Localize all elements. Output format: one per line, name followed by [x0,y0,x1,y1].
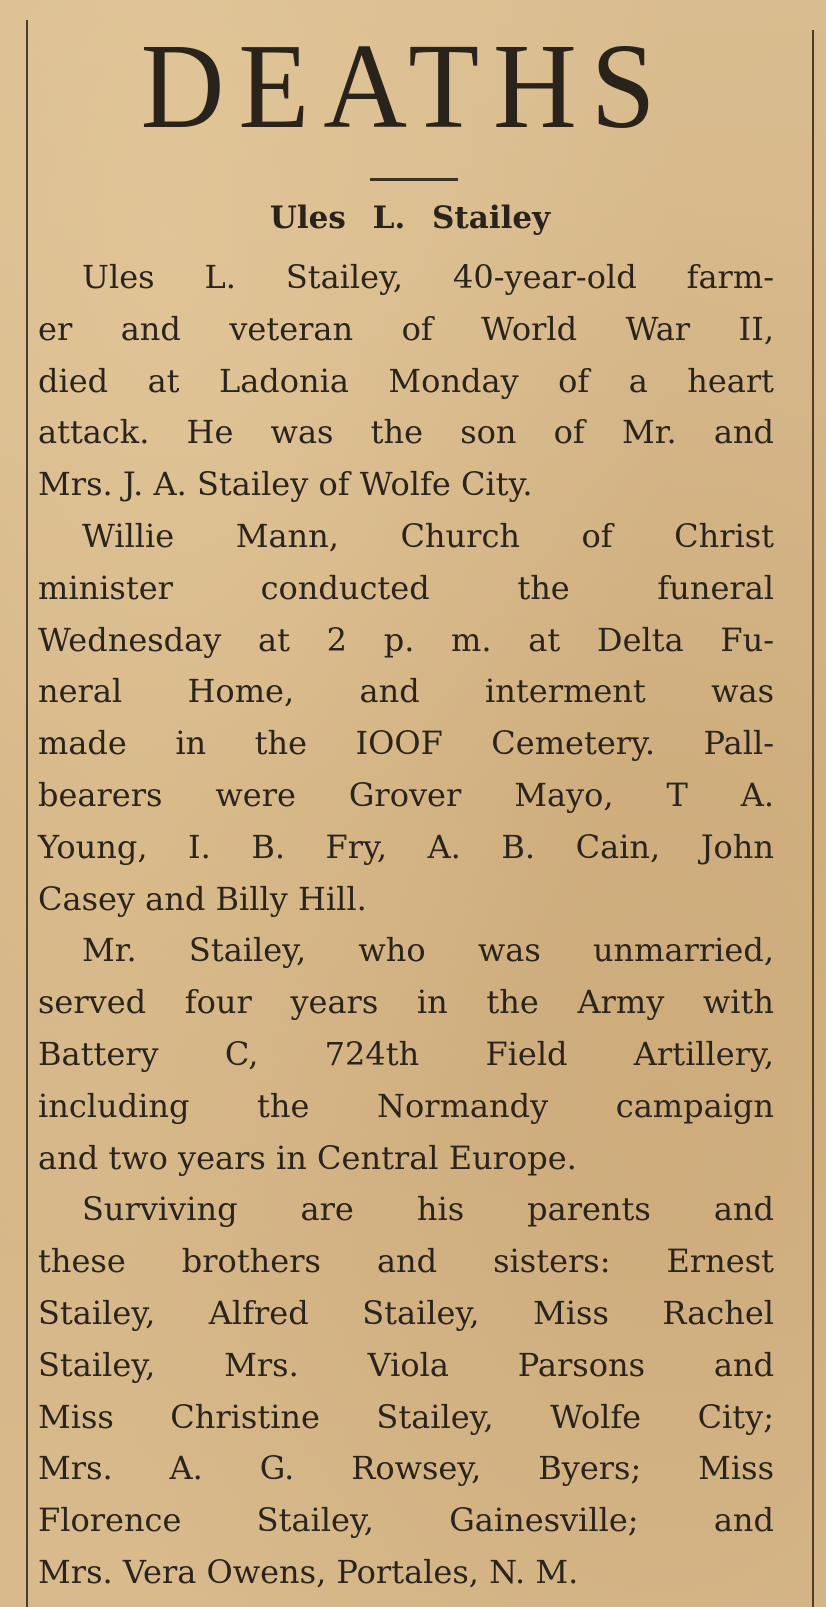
text-line: attack. He was the son of Mr. and [38,413,774,452]
text-line: Miss Christine Stailey, Wolfe City; [38,1397,774,1436]
text-line: minister conducted the funeral [38,568,774,607]
text-line: made in the IOOF Cemetery. Pall- [38,724,774,763]
text-line: Battery C, 724th Field Artillery, [38,1034,774,1073]
text-line: Stailey, Alfred Stailey, Miss Rachel [38,1293,774,1332]
text-line: neral Home, and interment was [38,672,774,711]
text-line: Wednesday at 2 p. m. at Delta Fu- [38,620,774,659]
column-rule-right [812,30,814,1607]
section-heading: DEATHS [140,19,670,155]
column-rule-left [26,20,28,1607]
text-line: including the Normandy campaign [38,1086,774,1125]
text-line: died at Ladonia Monday of a heart [38,361,774,400]
heading-divider [370,178,458,181]
text-line: Casey and Billy Hill. [38,879,367,918]
text-line: Mrs. J. A. Stailey of Wolfe City. [38,465,533,504]
text-line: Florence Stailey, Gainesville; and [38,1501,774,1540]
text-line: these brothers and sisters: Ernest [38,1242,774,1281]
obituary-name-heading: Ules L. Stailey [269,200,551,236]
text-line: Mrs. Vera Owens, Portales, N. M. [38,1552,579,1591]
text-line: and two years in Central Europe. [38,1138,577,1177]
text-line: Ules L. Stailey, 40-year-old farm- [82,258,774,296]
text-line: er and veteran of World War II, [38,309,774,348]
text-line: Surviving are his parents and [82,1190,774,1229]
text-line: bearers were Grover Mayo, T A. [38,775,774,814]
text-line: served four years in the Army with [38,983,774,1022]
text-line: Mr. Stailey, who was unmarried, [82,931,774,970]
text-line: Stailey, Mrs. Viola Parsons and [38,1345,774,1384]
text-line: Willie Mann, Church of Christ [82,516,774,555]
obituary-body [38,252,774,1599]
text-line: Mrs. A. G. Rowsey, Byers; Miss [38,1449,774,1488]
text-line: Young, I. B. Fry, A. B. Cain, John [38,827,774,866]
